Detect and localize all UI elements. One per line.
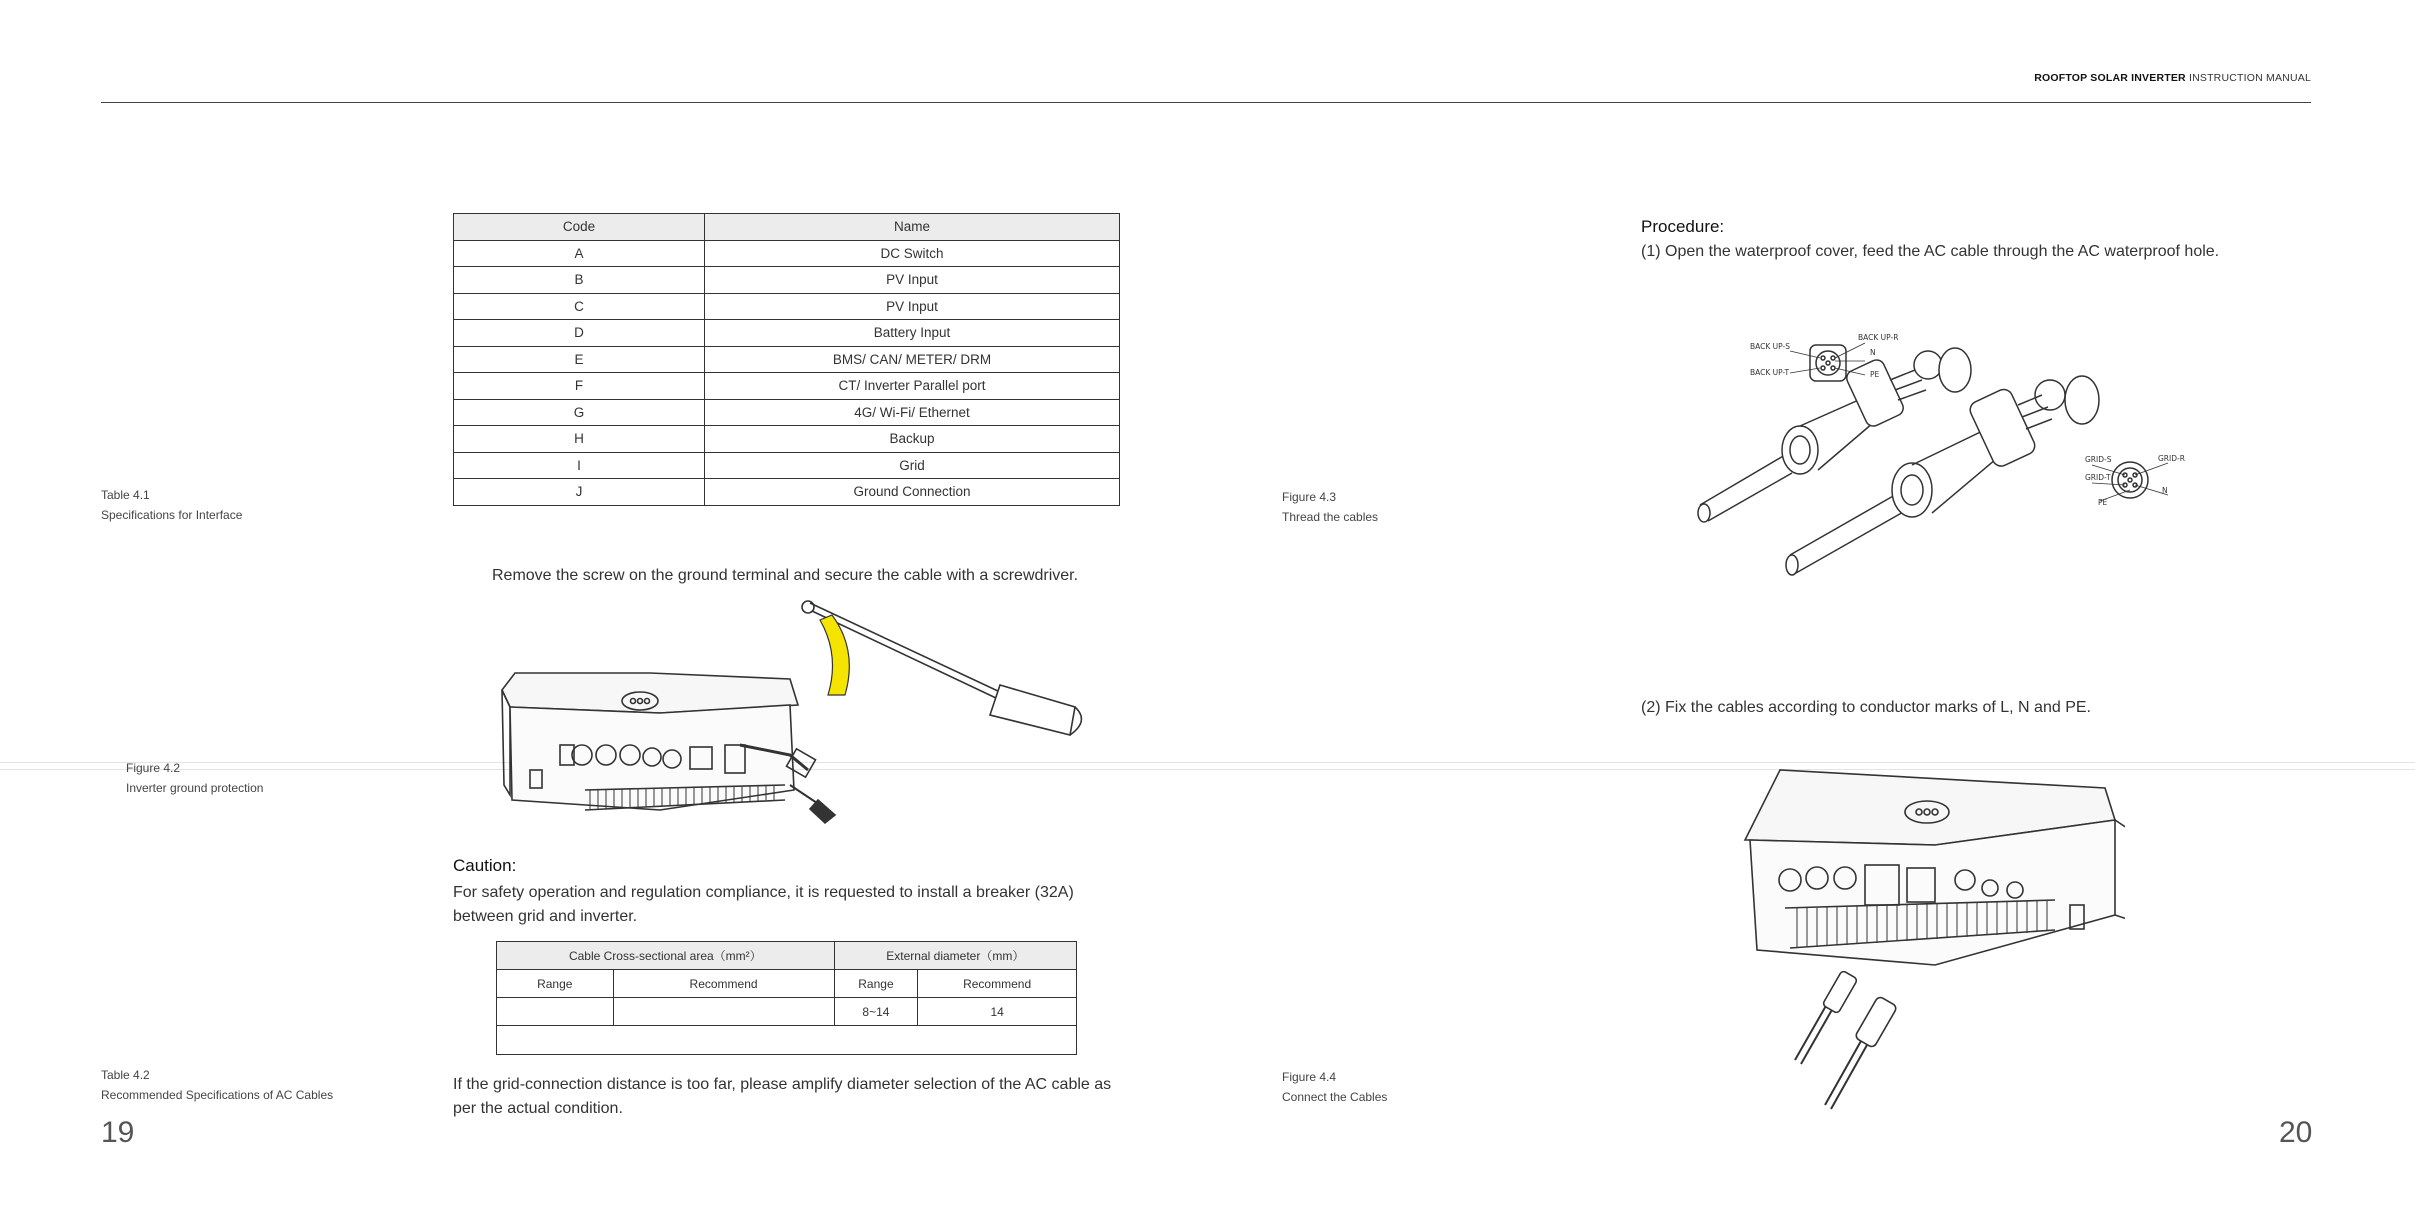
table-header-row — [454, 214, 1120, 241]
table-row — [454, 240, 1120, 267]
table-row — [454, 320, 1120, 347]
cell-name: 4G/ Wi-Fi/ Ethernet — [705, 399, 1120, 426]
cell-name: CT/ Inverter Parallel port — [705, 373, 1120, 400]
table-row — [454, 479, 1120, 506]
cell-code: D — [454, 320, 705, 347]
header-rule — [101, 102, 2311, 103]
caption-text: Recommended Specifications of AC Cables — [101, 1088, 334, 1102]
cell-name: BMS/ CAN/ METER/ DRM — [705, 346, 1120, 373]
label-grid-r: GRID-R — [2158, 454, 2185, 463]
caption-label: Figure 4.3 — [1282, 490, 1337, 504]
cell-code: F — [454, 373, 705, 400]
cell-code: B — [454, 267, 705, 294]
table-row — [454, 373, 1120, 400]
cell-name: PV Input — [705, 267, 1120, 294]
cell-code: E — [454, 346, 705, 373]
figure-4-3-caption — [1282, 487, 1378, 527]
table-row-empty — [497, 1026, 1077, 1055]
label-grid-s: GRID-S — [2085, 455, 2112, 464]
page-number-right: 20 — [2279, 1116, 2313, 1149]
ground-instruction: Remove the screw on the ground terminal and secure the cable with a screwdriver. — [492, 567, 1079, 584]
cell-range — [497, 998, 614, 1026]
table-row — [454, 452, 1120, 479]
caption-label: Table 4.1 — [101, 488, 150, 502]
header-subtitle: INSTRUCTION MANUAL — [2188, 72, 2311, 84]
table-row — [454, 293, 1120, 320]
table-4-2-caption — [101, 1065, 333, 1105]
figure-4-2-caption — [126, 758, 263, 798]
cell-code: A — [454, 240, 705, 267]
cell-name: Grid — [705, 452, 1120, 479]
cell-code: C — [454, 293, 705, 320]
label-backup-r: BACK UP-R — [1858, 333, 1899, 342]
page-number-left: 19 — [101, 1116, 135, 1149]
table-4-1-caption — [101, 485, 242, 525]
procedure-step-1: (1) Open the waterproof cover, feed the AC cable through the AC waterproof hole. — [1641, 243, 2220, 260]
cell-name: Battery Input — [705, 320, 1120, 347]
table-row — [454, 426, 1120, 453]
footer-note: If the grid-connection distance is too far, please amplify diameter selection of the AC cable as per the actual condition. — [453, 1076, 1112, 1117]
table-group-header-row — [497, 942, 1077, 970]
procedure-title: Procedure: — [1641, 217, 1725, 236]
label-backup-s: BACK UP-S — [1750, 342, 1790, 351]
caption-text: Inverter ground protection — [126, 781, 264, 795]
caption-label: Figure 4.2 — [126, 761, 181, 775]
table-row — [454, 267, 1120, 294]
caption-label: Table 4.2 — [101, 1068, 150, 1082]
cell-recommend — [613, 998, 834, 1026]
cell-name: Backup — [705, 426, 1120, 453]
cell-name: DC Switch — [705, 240, 1120, 267]
table-row — [497, 998, 1077, 1026]
cell-code: I — [454, 452, 705, 479]
label-backup-t: BACK UP-T — [1750, 368, 1790, 377]
table-row — [454, 346, 1120, 373]
caption-text: Thread the cables — [1282, 510, 1379, 524]
caution-text: For safety operation and regulation compliance, it is requested to install a breaker (32A) between grid and inverter. — [453, 884, 1074, 925]
running-header — [2034, 72, 2311, 84]
thread-cables-illustration — [1690, 325, 2190, 585]
header-external-diameter: External diameter（mm） — [834, 942, 1076, 970]
header-cross-section: Cable Cross-sectional area（mm²） — [497, 942, 835, 970]
caption-text: Specifications for Interface — [101, 508, 243, 522]
cell-code: H — [454, 426, 705, 453]
sub-header-range: Range — [834, 970, 918, 998]
sub-header-recommend: Recommend — [613, 970, 834, 998]
header-code: Code — [454, 214, 705, 241]
caption-text: Connect the Cables — [1282, 1090, 1388, 1104]
cell-code: G — [454, 399, 705, 426]
cell-code: J — [454, 479, 705, 506]
label-n2: N — [2162, 486, 2168, 495]
header-name: Name — [705, 214, 1120, 241]
inverter-ground-illustration — [490, 595, 1090, 835]
label-n1: N — [1870, 348, 1876, 357]
label-pe2: PE — [2098, 498, 2108, 507]
cell-range: 8~14 — [834, 998, 918, 1026]
sub-header-recommend: Recommend — [918, 970, 1077, 998]
label-pe1: PE — [1870, 370, 1880, 379]
figure-4-4-caption — [1282, 1067, 1387, 1107]
label-grid-t: GRID-T — [2085, 473, 2111, 482]
cell-recommend: 14 — [918, 998, 1077, 1026]
sub-header-range: Range — [497, 970, 614, 998]
connect-cables-illustration — [1735, 760, 2125, 1110]
table-row — [454, 399, 1120, 426]
cell-name: Ground Connection — [705, 479, 1120, 506]
cell-name: PV Input — [705, 293, 1120, 320]
procedure-step-2: (2) Fix the cables according to conductor marks of L, N and PE. — [1641, 699, 2091, 716]
interface-spec-table — [453, 213, 1120, 506]
header-brand: ROOFTOP SOLAR INVERTER — [2034, 72, 2186, 84]
caption-label: Figure 4.4 — [1282, 1070, 1337, 1084]
ac-cable-spec-table — [496, 941, 1077, 1055]
caution-title: Caution: — [453, 856, 517, 875]
table-sub-header-row — [497, 970, 1077, 998]
